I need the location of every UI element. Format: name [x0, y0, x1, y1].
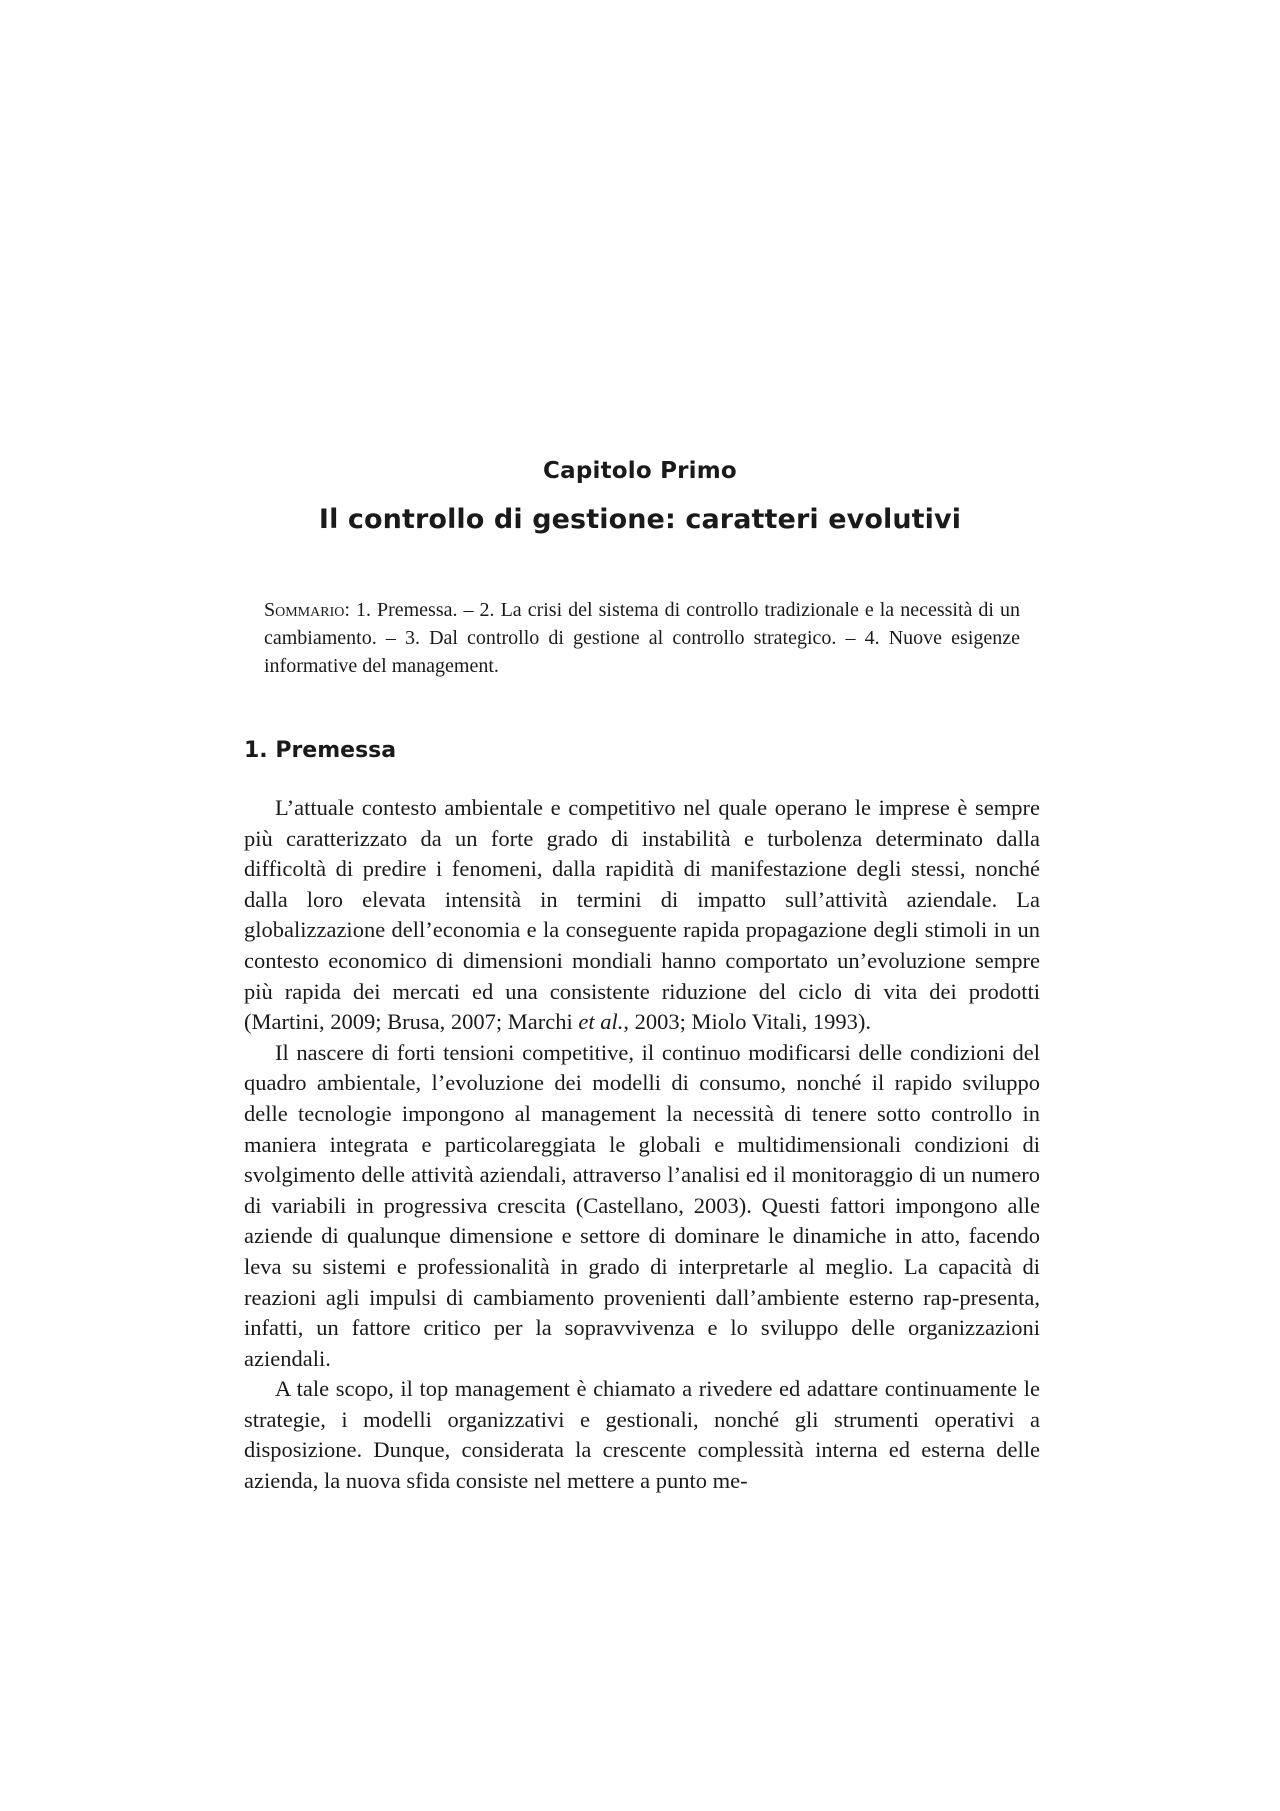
body-text	[244, 793, 1040, 1497]
summary-text: : 1. Premessa. – 2. La crisi del sistema di controllo tradizionale e la necessità di un cambiamento. – 3. Dal controllo di gestione al controllo strategico. – 4. Nuove esigenze informative del management.	[264, 599, 1020, 677]
chapter-summary	[264, 596, 1020, 680]
section-heading: 1. Premessa	[244, 738, 397, 763]
chapter-title: Il controllo di gestione: caratteri evolutivi	[318, 504, 962, 535]
chapter-label: Capitolo Primo	[543, 458, 737, 484]
paragraph-2: Il nascere di forti tensioni competitive, il continuo modificarsi delle condizioni del quadro ambientale, l’evoluzione dei modelli di consumo, nonché il rapido sviluppo delle tecnologie impongono al management la necessità di tenere sotto controllo in maniera integrata e particolareggiata le globali e multidimensionali condizioni di svolgimento delle attività aziendali, attraverso l’analisi ed il monitoraggio di un numero di variabili in progressiva crescita (Castellano, 2003). Questi fattori impongono alle aziende di qualunque dimensione e settore di dominare le dinamiche in atto, facendo leva su sistemi e professionalità in grado di interpretarle al meglio. La capacità di reazioni agli impulsi di cambiamento provenienti dall’ambiente esterno rap-presenta, infatti, un fattore critico per la sopravvivenza e lo sviluppo delle organizzazioni aziendali.	[244, 1039, 1040, 1371]
paragraph-1	[244, 793, 1040, 1038]
paragraph-1-text-a: L’attuale contesto ambientale e competitivo nel quale operano le imprese è sempre più caratterizzato da un forte grado di instabilità e turbolenza determinato dalla difficoltà di predire i fenomeni, dalla rapidità di manifestazione degli stessi, nonché dalla loro elevata intensità in termini di impatto sull’attività aziendale. La globalizzazione dell’economia e la conseguente rapida propagazione degli stimoli in un contesto economico di dimensioni mondiali hanno comportato un’evoluzione sempre più rapida dei mercati ed una consistente riduzione del ciclo di vita dei prodotti (Martini, 2009; Brusa, 2007; Marchi	[244, 795, 1040, 1035]
summary-label: Sommario	[264, 599, 345, 621]
paragraph-3: A tale scopo, il top management è chiamato a rivedere ed adattare continuamente le strategie, i modelli organizzativi e gestionali, nonché gli strumenti operativi a disposizione. Dunque, considerata la crescente complessità interna ed esterna delle azienda, la nuova sfida consiste nel mettere a punto me-	[244, 1376, 1040, 1494]
paragraph-1-italic: et al.	[578, 1009, 624, 1035]
paragraph-1-text-b: , 2003; Miolo Vitali, 1993).	[623, 1009, 871, 1035]
